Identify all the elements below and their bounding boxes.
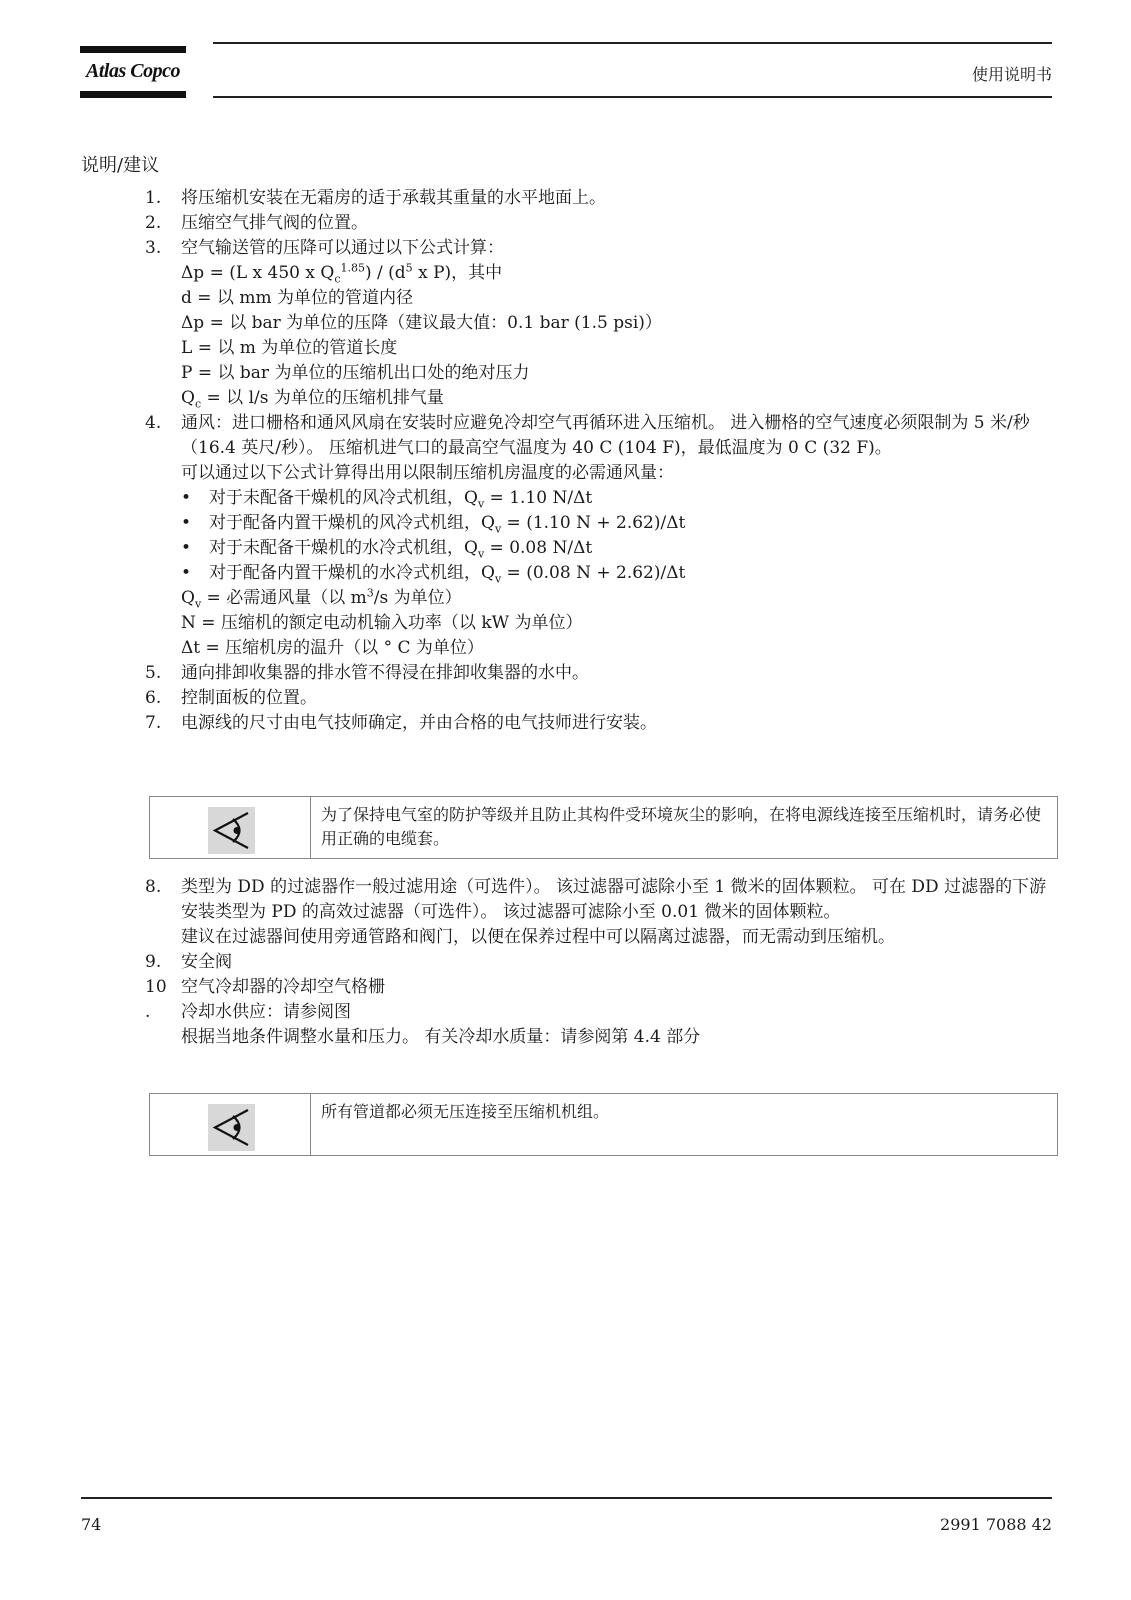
item-text: 安全阀 (181, 952, 232, 972)
list-item-8 (145, 875, 1060, 950)
list-item-10 (145, 975, 1060, 1050)
item-text: 类型为 DD 的过滤器作一般过滤用途（可选件）。 该过滤器可滤除小至 1 微米的固体颗粒。 可在 DD 过滤器的下游安装类型为 PD 的高效过滤器（可选件）。 该过滤器可滤除小至 0.01 微米的固体颗粒。 (181, 877, 1047, 922)
item-number: 5. (145, 663, 162, 683)
item-text-2: 建议在过滤器间使用旁通管路和阀门，以便在保养过程中可以隔离过滤器，而无需动到压缩机。 (181, 927, 895, 947)
instructions-list-a (145, 186, 1060, 736)
pressure-drop-formula: Δp = (L x 450 x $Q_c^{1.85}) / (d^5$ x P)，其中 (181, 261, 503, 286)
list-item-5 (145, 661, 1060, 686)
item-text: 压缩空气排气阀的位置。 (181, 213, 368, 233)
note-box-2 (149, 1093, 1058, 1156)
eye-attention-icon (208, 1104, 255, 1151)
item-number: 3. (145, 238, 162, 258)
list-item-4 (145, 411, 1060, 661)
list-item-6 (145, 686, 1060, 711)
atlas-copco-logo (80, 46, 186, 98)
item-text-2: 冷却水供应：请参阅图 (181, 1002, 351, 1022)
formula-var-dp: Δp = 以 bar 为单位的压降（建议最大值：0.1 bar (1.5 psi)） (181, 313, 662, 333)
item-text: 通向排卸收集器的排水管不得浸在排卸收集器的水中。 (181, 663, 589, 683)
note-text: 所有管道都必须无压连接至压缩机机组。 (321, 1102, 610, 1121)
bullet-item-2: • 对于配备内置干燥机的风冷式机组，$Q_v = (1.10$ N + 2.62)/Δt (181, 513, 686, 536)
item-number: 9. (145, 952, 162, 972)
logo-text: Atlas Copco (86, 60, 180, 82)
logo-bar-bottom (80, 91, 186, 98)
list-item-9 (145, 950, 1060, 975)
item-number: 4. (145, 413, 162, 433)
item-emphasis: 将压缩机安装在无霜房 (181, 188, 351, 208)
item-number: 1. (145, 188, 162, 208)
formula-var-dt: Δt = 压缩机房的温升（以 ° C 为单位） (181, 638, 484, 658)
logo-bar-top (80, 46, 186, 53)
item-number: 8. (145, 877, 162, 897)
item-text: 空气输送管的压降可以通过以下公式计算： (181, 238, 504, 258)
formula-var-p: P = 以 bar 为单位的压缩机出口处的绝对压力 (181, 363, 530, 383)
formula-var-d: d = 以 mm 为单位的管道内径 (181, 288, 413, 308)
item-text: 空气冷却器的冷却空气格栅 (181, 977, 385, 997)
note-box-1 (149, 796, 1058, 859)
formula-var-n: N = 压缩机的额定电动机输入功率（以 kW 为单位） (181, 613, 583, 633)
section-title: 说明/建议 (81, 155, 160, 176)
list-item-3 (145, 236, 1060, 411)
item-number: 2. (145, 213, 162, 233)
bullet-item-1: • 对于未配备干燥机的风冷式机组，$Q_v = 1.10$ N/Δt (181, 488, 593, 511)
item-number-dot: . (145, 1002, 151, 1022)
eye-attention-icon (208, 807, 255, 854)
instructions-list-b (145, 875, 1060, 1050)
bullet-item-4: • 对于配备内置干燥机的水冷式机组，$Q_v = (0.08$ N + 2.62)/Δt (181, 563, 686, 586)
header-rule-top (213, 42, 1052, 44)
item-number: 7. (145, 713, 162, 733)
list-item-7 (145, 711, 1060, 736)
item-text: 通风：进口栅格和通风风扇在安装时应避免冷却空气再循环进入压缩机。 进入栅格的空气速度必须限制为 5 米/秒（16.4 英尺/秒）。 压缩机进气口的最高空气温度为 40 C (104 F)，最低温度为 0 C (32 F)。 (181, 413, 1030, 458)
item-text: 的适于承载其重量的水平地面上。 (351, 188, 606, 208)
note-text: 为了保持电气室的防护等级并且防止其构件受环境灰尘的影响，在将电源线连接至压缩机时，请务必使用正确的电缆套。 (321, 805, 1042, 848)
formula-var-qv: $Q_v$ = 必需通风量（以 $m^3/s$ 为单位） (181, 586, 462, 611)
item-text: 控制面板的位置。 (181, 688, 317, 708)
document-number: 2991 7088 42 (940, 1515, 1052, 1534)
bullet-item-3: • 对于未配备干燥机的水冷式机组，$Q_v = 0.08$ N/Δt (181, 538, 593, 561)
item-text: 电源线的尺寸由电气技师确定，并由合格的电气技师进行安装。 (181, 713, 657, 733)
header-title: 使用说明书 (971, 65, 1052, 84)
formula-var-l: L = 以 m 为单位的管道长度 (181, 338, 398, 358)
item-number: 6. (145, 688, 162, 708)
header-rule-bottom (213, 96, 1052, 98)
list-item-2 (145, 211, 1060, 236)
note-icon-cell (150, 1094, 311, 1155)
list-item-1 (145, 186, 1060, 211)
item-emphasis: 可以通过以下公式计算得出用以限制压缩机房温度的必需通风量： (181, 463, 674, 483)
item-text-3: 根据当地条件调整水量和压力。 有关冷却水质量：请参阅第 4.4 部分 (181, 1027, 701, 1047)
page-number: 74 (81, 1515, 102, 1534)
footer-rule (81, 1497, 1052, 1499)
note-icon-cell (150, 797, 311, 858)
formula-var-qc: $Q_c$ = 以 l/s 为单位的压缩机排气量 (181, 388, 444, 411)
item-number: 10 (145, 977, 167, 997)
